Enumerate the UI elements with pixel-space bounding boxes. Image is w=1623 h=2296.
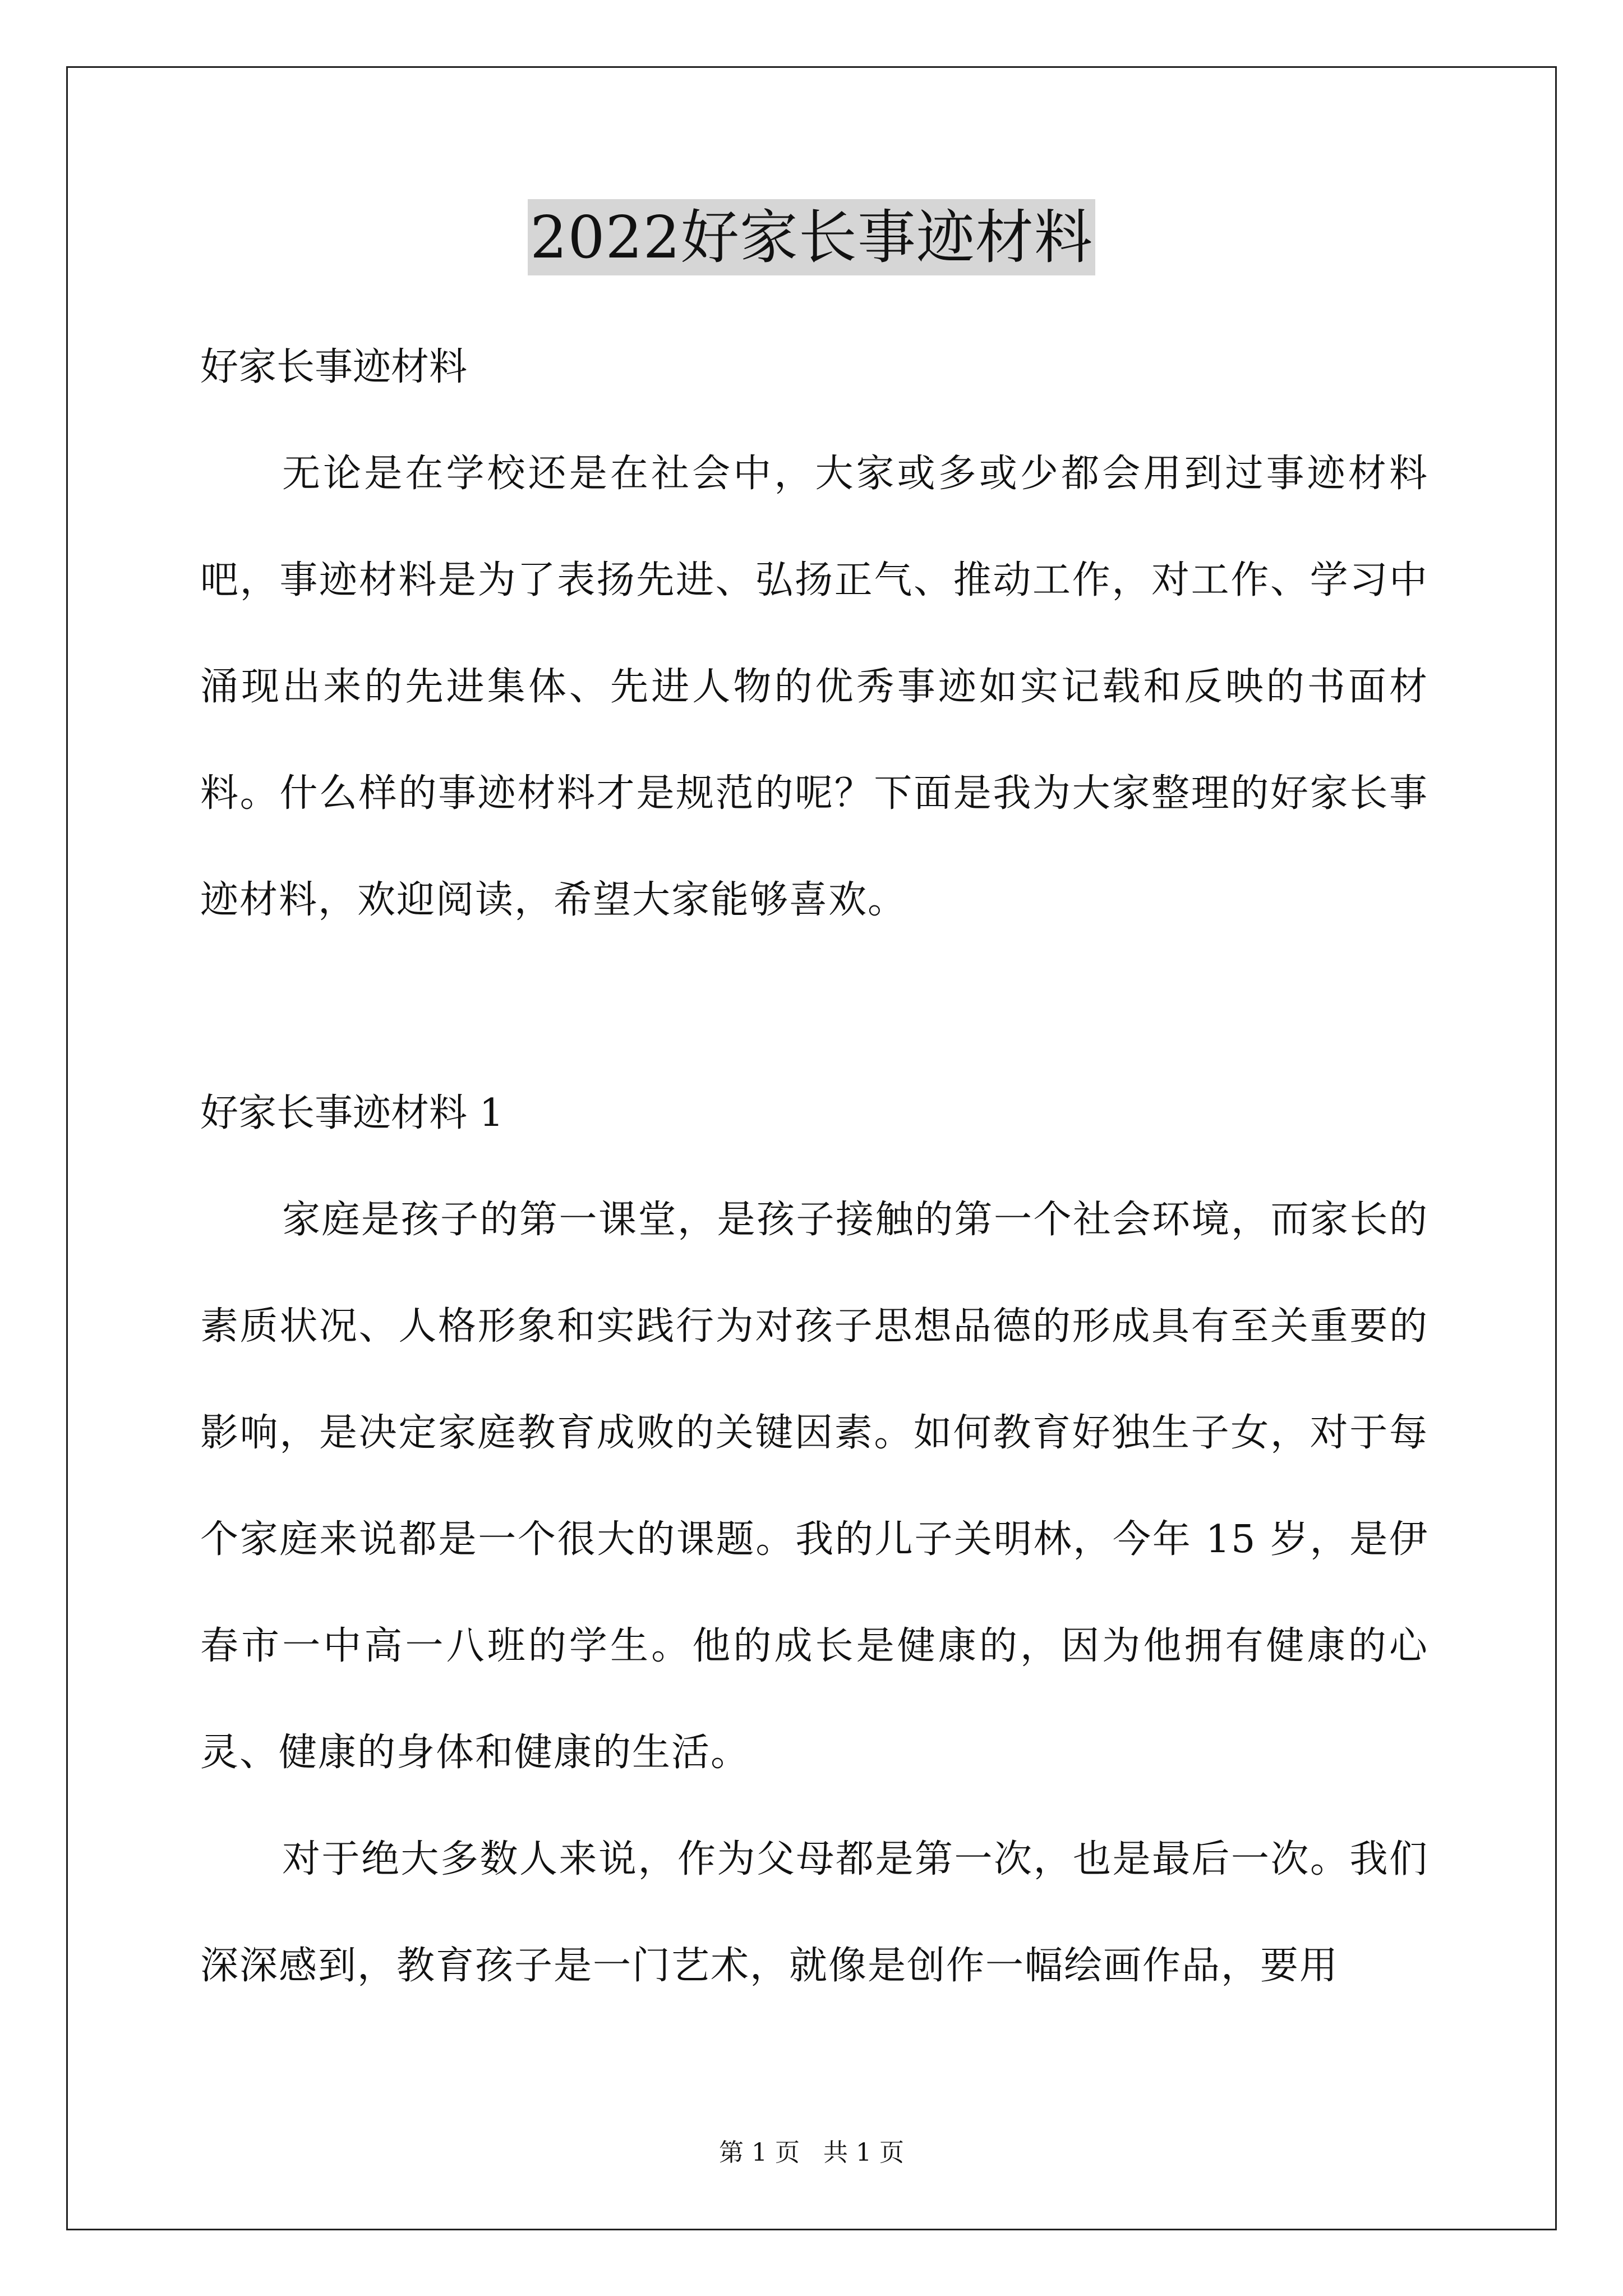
section1-paragraph-1: 家庭是孩子的第一课堂，是孩子接触的第一个社会环境，而家长的素质状况、人格形象和实践行为对孩子思想品德的形成具有至关重要的影响，是决定家庭教育成败的关键因素。如何教育好独生子女，对于每个家庭来说都是一个很大的课题。我的儿子关明林，今年 15 岁，是伊春市一中高一八班的学生。他的成长是健康的，因为他拥有健康的心灵、健康的身体和健康的生活。 — [200, 1198, 1428, 1775]
section1-heading: 好家长事迹材料 1 — [200, 1091, 504, 1135]
page-footer: 第 1 页 共 1 页 — [719, 2138, 904, 2167]
intro-heading: 好家长事迹材料 — [200, 345, 468, 389]
document-title: 2022好家长事迹材料 — [528, 199, 1095, 275]
section-spacer — [200, 954, 1428, 1060]
document-body — [200, 314, 1428, 2019]
section1-paragraph-2: 对于绝大多数人来说，作为父母都是第一次，也是最后一次。我们深深感到，教育孩子是一门艺术，就像是创作一幅绘画作品，要用 — [200, 1837, 1428, 1988]
intro-paragraph: 无论是在学校还是在社会中，大家或多或少都会用到过事迹材料吧，事迹材料是为了表扬先进、弘扬正气、推动工作，对工作、学习中涌现出来的先进集体、先进人物的优秀事迹如实记载和反映的书面材料。什么样的事迹材料才是规范的呢？下面是我为大家整理的好家长事迹材料，欢迎阅读，希望大家能够喜欢。 — [200, 452, 1428, 922]
title-container — [0, 199, 1623, 275]
